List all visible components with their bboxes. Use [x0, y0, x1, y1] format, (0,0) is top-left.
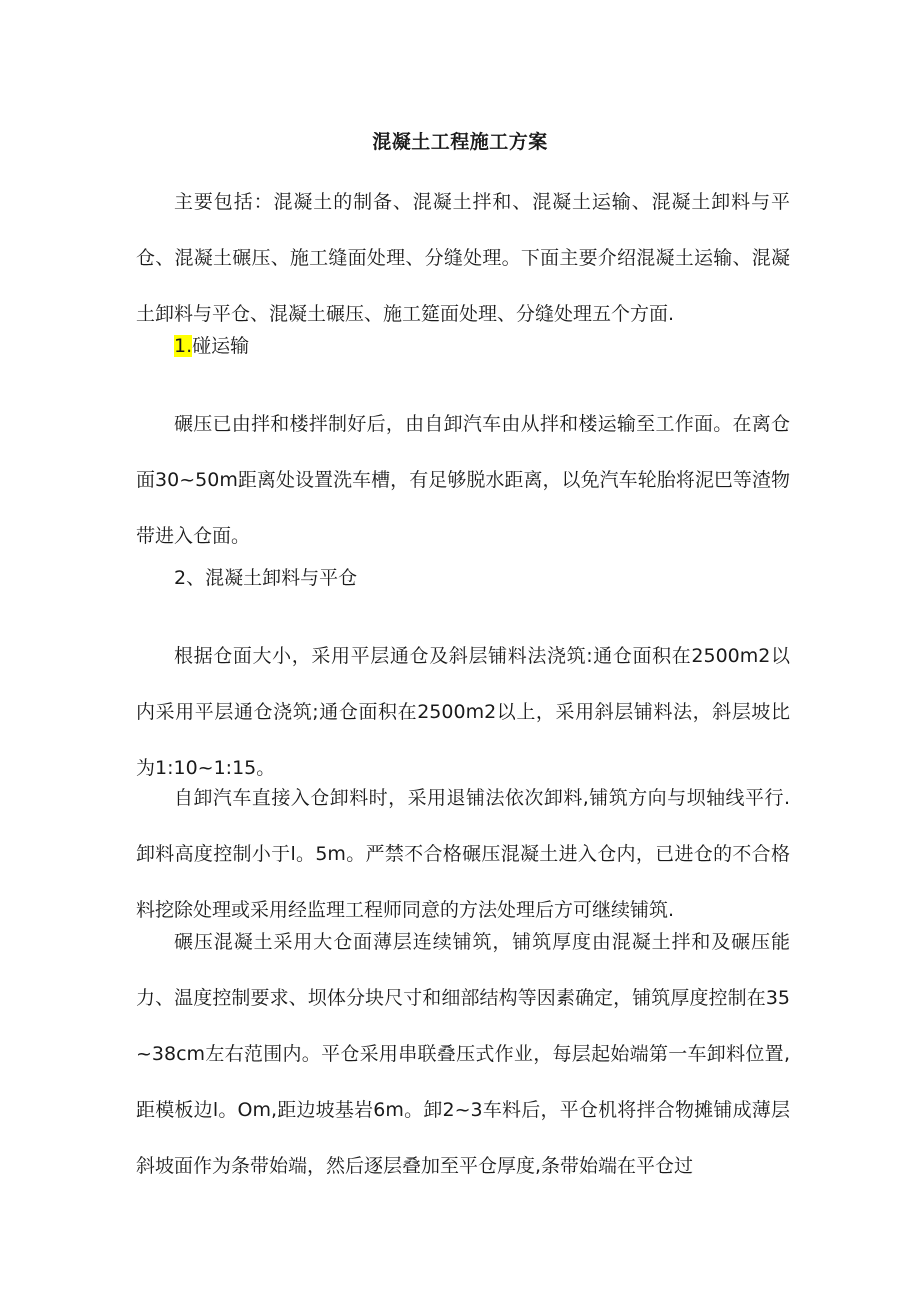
- section-2-paragraph-2: 自卸汽车直接入仓卸料时，采用退铺法依次卸料,铺筑方向与坝轴线平行.卸料高度控制小于l。5m。严禁不合格碾压混凝土进入仓内，已进仓的不合格料挖除处理或采用经监理工程师同意的方法处理后方可继续铺筑.: [136, 787, 790, 921]
- document-title: 混凝土工程施工方案: [372, 131, 548, 153]
- section-2-paragraph-3: 碾压混凝土采用大仓面薄层连续铺筑，铺筑厚度由混凝土拌和及碾压能力、温度控制要求、坝体分块尺寸和细部结构等因素确定，铺筑厚度控制在35~38cm左右范围内。平仓采用串联叠压式作业，每层起始端第一车卸料位置,距模板边l。Om,距边坡基岩6m。卸2~3车料后，平仓机将拌合物摊铺成薄层斜坡面作为条带始端，然后逐层叠加至平仓厚度,条带始端在平仓过: [136, 931, 790, 1177]
- section-1-paragraph: 碾压已由拌和楼拌制好后，由自卸汽车由从拌和楼运输至工作面。在离仓面30~50m距离处设置洗车槽，有足够脱水距离，以免汽车轮胎将泥巴等渣物带进入仓面。: [136, 413, 790, 547]
- section-1-title: 碰运输: [192, 335, 250, 357]
- highlighted-section-number: 1.: [174, 335, 193, 357]
- section-1-heading: [174, 332, 249, 360]
- section-2-heading: 2、混凝土卸料与平仓: [174, 567, 358, 589]
- section-2-paragraph-1: 根据仓面大小，采用平层通仓及斜层铺料法浇筑:通仓面积在2500m2以内采用平层通仓浇筑;通仓面积在2500m2以上，采用斜层铺料法，斜层坡比为1:10~1:15。: [136, 645, 790, 779]
- intro-paragraph: 主要包括：混凝土的制备、混凝土拌和、混凝土运输、混凝土卸料与平仓、混凝土碾压、施工缝面处理、分缝处理。下面主要介绍混凝土运输、混凝土卸料与平仓、混凝土碾压、施工筵面处理、分缝处理五个方面.: [136, 191, 790, 325]
